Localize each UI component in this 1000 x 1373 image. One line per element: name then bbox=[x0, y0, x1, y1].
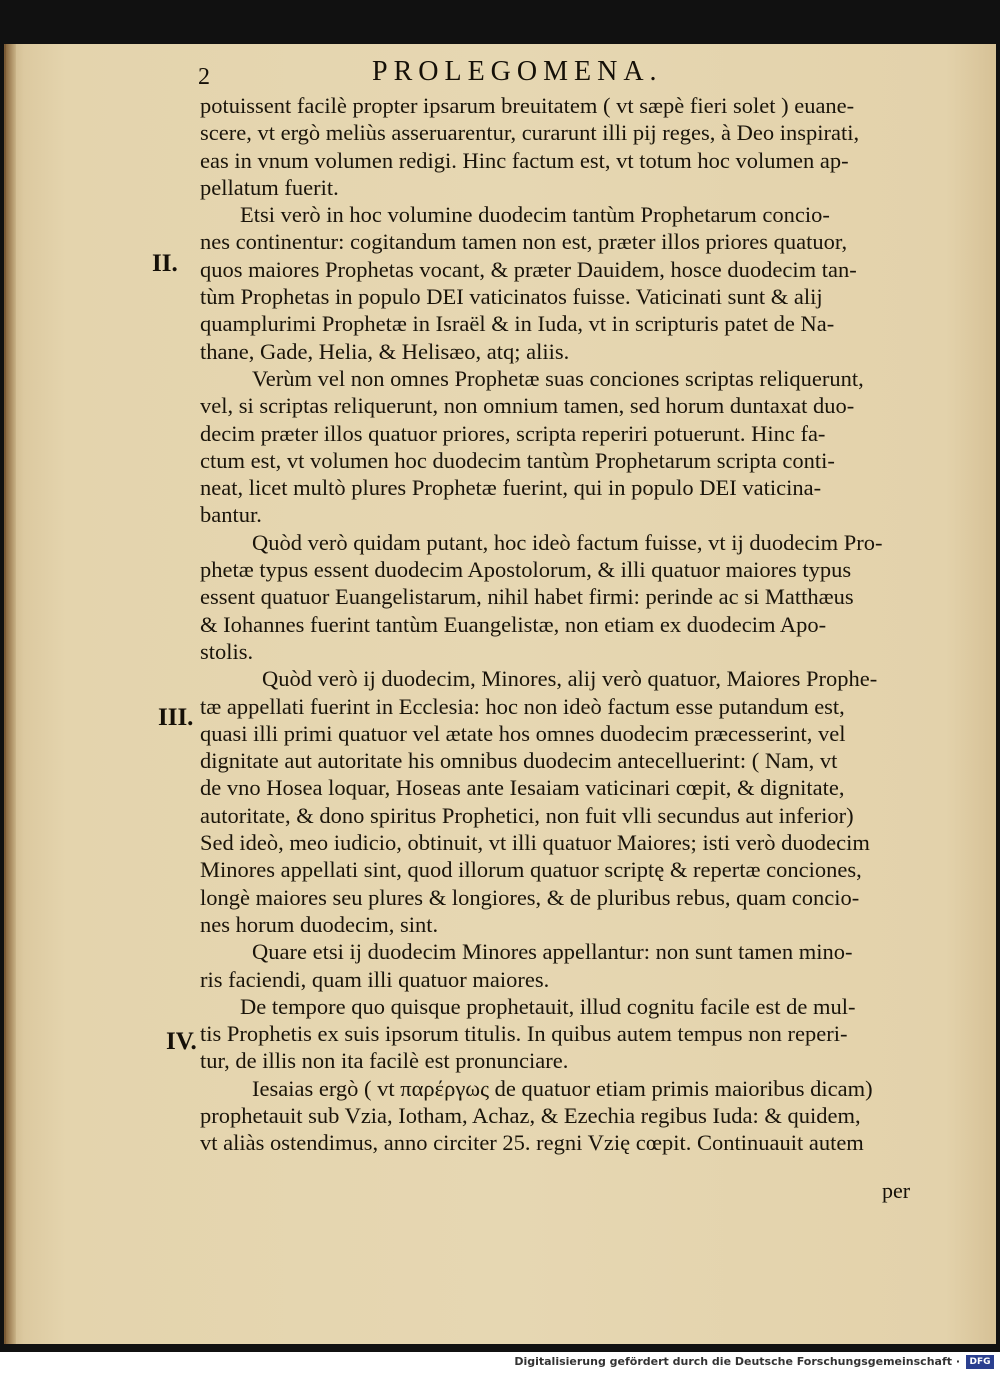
section-mark-ii: II. bbox=[152, 250, 178, 277]
text-line: essent quatuor Euangelistarum, nihil habet firmi: perinde ac si Matthæus bbox=[200, 584, 854, 610]
text-line: prophetauit sub Vzia, Iotham, Achaz, & Ezechia regibus Iuda: & quidem, bbox=[200, 1102, 861, 1128]
text-line: eas in vnum volumen redigi. Hinc factum est, vt totum hoc volumen ap- bbox=[200, 147, 849, 173]
text-line: ctum est, vt volumen hoc duodecim tantùm Prophetarum scripta conti- bbox=[200, 447, 835, 473]
text-line: thane, Gade, Helia, & Helisæo, atq; aliis. bbox=[200, 338, 570, 364]
text-line: pellatum fuerit. bbox=[200, 174, 339, 200]
text-line: scere, vt ergò meliùs asseruarentur, curarunt illi pij reges, à Deo inspirati, bbox=[200, 120, 860, 146]
section-mark-iv: IV. bbox=[166, 1028, 197, 1055]
text-line: neat, licet multò plures Prophetæ fuerint, qui in populo DEI vaticina- bbox=[200, 475, 822, 501]
text-line: phetæ typus essent duodecim Apostolorum, & illi quatuor maiores typus bbox=[200, 557, 852, 583]
text-line: Iesaias ergò ( vt παρέργως de quatuor etiam primis maioribus dicam) bbox=[252, 1075, 873, 1101]
body-text bbox=[200, 92, 920, 1157]
text-line: stolis. bbox=[200, 638, 254, 664]
text-line: Quòd verò ij duodecim, Minores, alij verò quatuor, Maiores Prophe- bbox=[262, 666, 878, 692]
text-line: autoritate, & dono spiritus Prophetici, non fuit vlli secundus aut inferior) bbox=[200, 802, 854, 828]
text-line: Sed ideò, meo iudicio, obtinuit, vt illi quatuor Maiores; isti verò duodecim bbox=[200, 830, 870, 856]
page-number: 2 bbox=[198, 64, 210, 90]
text-line: potuissent facilè propter ipsarum breuitatem ( vt sæpè fieri solet ) euane- bbox=[200, 93, 855, 118]
text-line: Minores appellati sint, quod illorum quatuor scriptę & repertæ conciones, bbox=[200, 857, 862, 883]
text-line: quos maiores Prophetas vocant, & præter Dauidem, hosce duodecim tan- bbox=[200, 256, 857, 282]
text-line: De tempore quo quisque prophetauit, illud cognitu facile est de mul- bbox=[240, 993, 856, 1019]
text-line: longè maiores seu plures & longiores, & de pluribus rebus, quam concio- bbox=[200, 884, 860, 910]
text-line: tùm Prophetas in populo DEI vaticinatos fuisse. Vaticinati sunt & alij bbox=[200, 284, 823, 310]
text-line: Quare etsi ij duodecim Minores appellantur: non sunt tamen mino- bbox=[252, 939, 853, 965]
text-line: Quòd verò quidam putant, hoc ideò factum fuisse, vt ij duodecim Pro- bbox=[252, 529, 883, 555]
page-binding-edge bbox=[6, 44, 16, 1344]
catchword: per bbox=[882, 1178, 911, 1203]
text-line: dignitate aut autoritate his omnibus duodecim antecelluerint: ( Nam, vt bbox=[200, 748, 838, 774]
text-line: quamplurimi Prophetæ in Israël & in Iuda, vt in scripturis patet de Na- bbox=[200, 311, 835, 337]
text-line: tis Prophetis ex suis ipsorum titulis. In quibus autem tempus non reperi- bbox=[200, 1021, 848, 1047]
text-line: nes horum duodecim, sint. bbox=[200, 911, 439, 937]
funding-credit: Digitalisierung gefördert durch die Deutsche Forschungsgemeinschaft · bbox=[514, 1355, 960, 1368]
text-line: de vno Hosea loquar, Hoseas ante Iesaiam vaticinari cœpit, & dignitate, bbox=[200, 775, 845, 801]
text-line: Etsi verò in hoc volumine duodecim tantùm Prophetarum concio- bbox=[240, 202, 830, 228]
text-line: quasi illi primi quatuor vel ætate hos omnes duodecim præcesserint, vel bbox=[200, 720, 846, 746]
text-line: ris faciendi, quam illi quatuor maiores. bbox=[200, 966, 550, 992]
text-line: bantur. bbox=[200, 502, 262, 528]
text-line: & Iohannes fuerint tantùm Euangelistæ, non etiam ex duodecim Apo- bbox=[200, 611, 827, 637]
footer-bar bbox=[0, 1352, 1000, 1373]
dfg-logo: DFG bbox=[966, 1355, 994, 1369]
text-line: tur, de illis non ita facilè est pronunciare. bbox=[200, 1048, 569, 1074]
text-line: Verùm vel non omnes Prophetæ suas conciones scriptas reliquerunt, bbox=[252, 365, 864, 391]
text-line: tæ appellati fuerint in Ecclesia: hoc non ideò factum esse putandum est, bbox=[200, 693, 845, 719]
text-line: vel, si scriptas reliquerunt, non omnium tamen, sed horum duntaxat duo- bbox=[200, 393, 855, 419]
running-head: PROLEGOMENA. bbox=[372, 56, 663, 87]
text-line: vt aliàs ostendimus, anno circiter 25. regni Vzię cœpit. Continuauit autem bbox=[200, 1130, 864, 1156]
section-mark-iii: III. bbox=[158, 704, 194, 731]
page-header bbox=[0, 56, 990, 96]
text-line: nes continentur: cogitandum tamen non est, præter illos priores quatuor, bbox=[200, 229, 848, 255]
text-line: decim præter illos quatuor priores, scripta reperiri potuerunt. Hinc fa- bbox=[200, 420, 826, 446]
